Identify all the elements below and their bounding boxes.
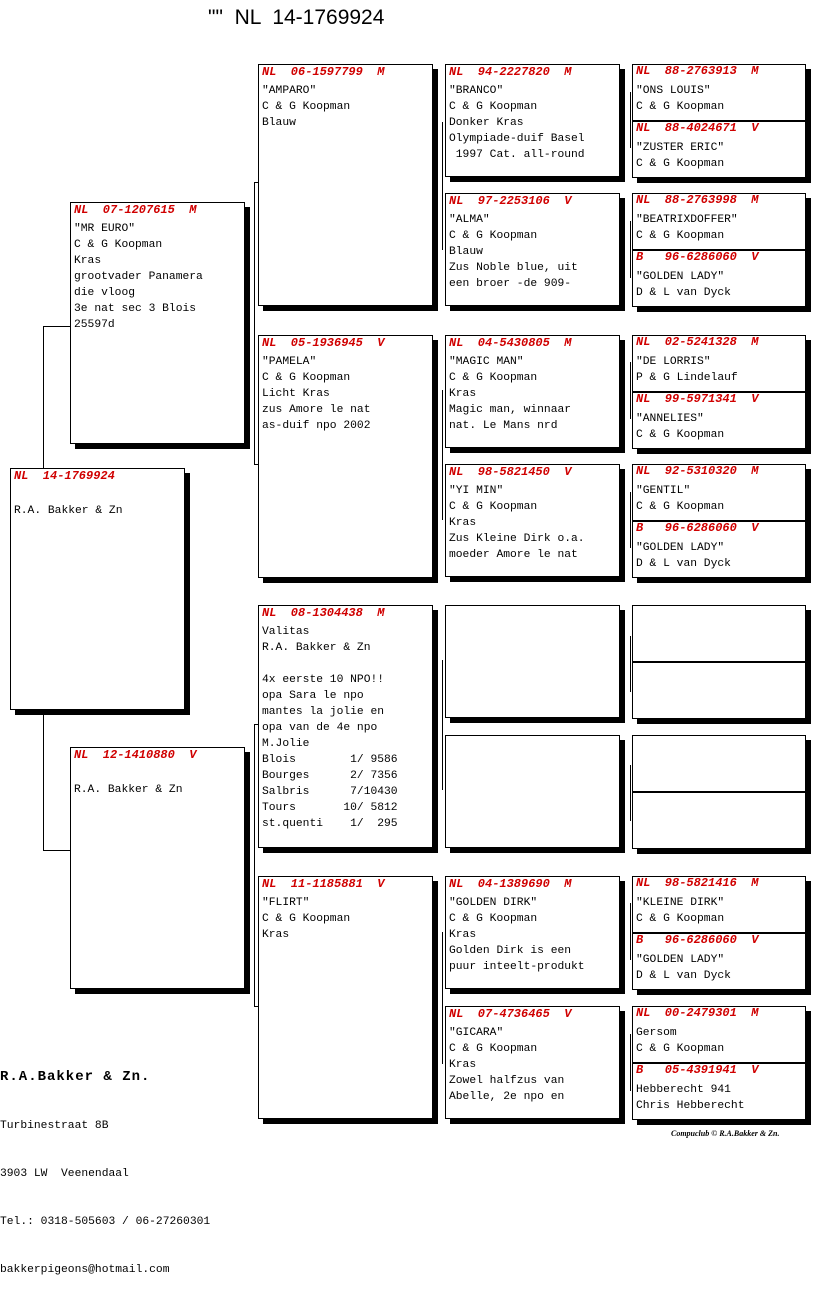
ring-number: NL 99-5971341 V xyxy=(636,392,759,406)
ancestor-card-small xyxy=(632,250,806,307)
ring-number: NL 12-1410880 V xyxy=(74,748,197,762)
connector-line xyxy=(43,326,44,469)
connector-line xyxy=(254,724,255,1006)
granddam-maternal-card xyxy=(258,876,433,1119)
pigeon-details: "GENTIL" C & G Koopman xyxy=(636,485,725,513)
ring-number: NL 11-1185881 V xyxy=(262,877,385,891)
pigeon-details: "AMPARO" C & G Koopman Blauw xyxy=(262,85,351,129)
dam-card xyxy=(70,747,245,989)
connector-line xyxy=(442,390,443,520)
pigeon-details: "GOLDEN LADY" D & L van Dyck xyxy=(636,954,731,982)
pigeon-details: "FLIRT" C & G Koopman Kras xyxy=(262,897,351,941)
connector-line xyxy=(254,182,255,464)
breeder-street: Turbinestraat 8B xyxy=(0,1120,109,1132)
ring-number: NL 97-2253106 V xyxy=(449,194,572,208)
ancestor-card-small xyxy=(632,1006,806,1063)
connector-line xyxy=(442,660,443,790)
ring-number: NL 88-2763913 M xyxy=(636,64,759,78)
pigeon-details: "GOLDEN DIRK" C & G Koopman Kras Golden Dirk is een puur inteelt-produkt xyxy=(449,897,585,973)
pigeon-details: "MR EURO" C & G Koopman Kras grootvader Panamera die vloog 3e nat sec 3 Blois 25597d xyxy=(74,223,203,331)
pigeon-details: "ONS LOUIS" C & G Koopman xyxy=(636,85,725,113)
ring-number: NL 05-1936945 V xyxy=(262,336,385,350)
ancestor-card xyxy=(445,464,620,577)
grandsire-paternal-card xyxy=(258,64,433,306)
pigeon-details: "PAMELA" C & G Koopman Licht Kras zus Amore le nat as-duif npo 2002 xyxy=(262,356,371,432)
ring-number: NL 92-5310320 M xyxy=(636,464,759,478)
connector-line xyxy=(630,362,631,419)
pigeon-details: Hebberecht 941 Chris Hebberecht xyxy=(636,1084,745,1112)
ring-number: NL 08-1304438 M xyxy=(262,606,385,620)
ancestor-card-small xyxy=(632,335,806,392)
pigeon-details: "ANNELIES" C & G Koopman xyxy=(636,413,725,441)
granddam-paternal-card xyxy=(258,335,433,578)
pigeon-details: Gersom C & G Koopman xyxy=(636,1027,725,1055)
pigeon-details: "DE LORRIS" P & G Lindelauf xyxy=(636,356,738,384)
ancestor-card xyxy=(445,1006,620,1119)
pigeon-details: "YI MIN" C & G Koopman Kras Zus Kleine Dirk o.a. moeder Amore le nat xyxy=(449,485,585,561)
breeder-contact xyxy=(0,1036,210,1294)
connector-line xyxy=(630,92,631,148)
ancestor-card xyxy=(445,876,620,989)
connector-line xyxy=(43,850,70,851)
pigeon-details: "BEATRIXDOFFER" C & G Koopman xyxy=(636,214,738,242)
ring-number: NL 04-1389690 M xyxy=(449,877,572,891)
connector-line xyxy=(43,715,44,850)
connector-line xyxy=(442,122,443,250)
ancestor-card xyxy=(445,193,620,306)
ring-number: B 96-6286060 V xyxy=(636,250,759,264)
software-credit: Compuclub © R.A.Bakker & Zn. xyxy=(671,1129,780,1138)
ancestor-card xyxy=(445,605,620,718)
ancestor-card-small xyxy=(632,933,806,990)
pigeon-details: R.A. Bakker & Zn xyxy=(14,505,123,517)
connector-line xyxy=(43,326,70,327)
breeder-name: R.A.Bakker & Zn. xyxy=(0,1069,151,1085)
connector-line xyxy=(630,765,631,821)
pigeon-details: "GOLDEN LADY" D & L van Dyck xyxy=(636,542,731,570)
connector-line xyxy=(630,636,631,692)
subject-card xyxy=(10,468,185,710)
ancestor-card xyxy=(445,64,620,177)
breeder-phone: Tel.: 0318-505603 / 06-27260301 xyxy=(0,1216,211,1228)
ring-number: NL 94-2227820 M xyxy=(449,65,572,79)
ancestor-card-small xyxy=(632,464,806,521)
ancestor-card-small xyxy=(632,64,806,121)
ring-number: NL 06-1597799 M xyxy=(262,65,385,79)
ancestor-card-small xyxy=(632,605,806,662)
connector-line xyxy=(630,1034,631,1091)
connector-line xyxy=(630,221,631,278)
breeder-city: 3903 LW Veenendaal xyxy=(0,1168,129,1180)
pigeon-details: "MAGIC MAN" C & G Koopman Kras Magic man, winnaar nat. Le Mans nrd xyxy=(449,356,572,432)
ancestor-card-small xyxy=(632,792,806,849)
ancestor-card xyxy=(445,335,620,448)
pigeon-details: Valitas R.A. Bakker & Zn 4x eerste 10 NPO!! opa Sara le npo mantes la jolie en opa van de 4e npo M.Jolie Blois 1/ 9586 Bourges 2/ 7356 Salbris 7/10430 Tours 10/ 5812 st.quenti 1/ 295 xyxy=(262,626,398,830)
connector-line xyxy=(630,903,631,960)
ring-number: NL 04-5430805 M xyxy=(449,336,572,350)
ring-number: B 96-6286060 V xyxy=(636,933,759,947)
ring-number: NL 98-5821416 M xyxy=(636,876,759,890)
ring-number: NL 88-2763998 M xyxy=(636,193,759,207)
ring-number: NL 14-1769924 xyxy=(14,469,115,483)
sire-card xyxy=(70,202,245,444)
pigeon-details: "BRANCO" C & G Koopman Donker Kras Olympiade-duif Basel 1997 Cat. all-round xyxy=(449,85,585,161)
ancestor-card-small xyxy=(632,1063,806,1120)
ring-number: NL 98-5821450 V xyxy=(449,465,572,479)
ring-number: B 96-6286060 V xyxy=(636,521,759,535)
pigeon-details: "KLEINE DIRK" C & G Koopman xyxy=(636,897,725,925)
breeder-email: bakkerpigeons@hotmail.com xyxy=(0,1264,170,1276)
ring-number: NL 02-5241328 M xyxy=(636,335,759,349)
ancestor-card-small xyxy=(632,392,806,449)
ring-number: NL 07-1207615 M xyxy=(74,203,197,217)
ancestor-card-small xyxy=(632,121,806,178)
ancestor-card-small xyxy=(632,735,806,792)
ring-number: NL 88-4024671 V xyxy=(636,121,759,135)
pigeon-details: "ALMA" C & G Koopman Blauw Zus Noble blue, uit een broer -de 909- xyxy=(449,214,578,290)
pigeon-details: "ZUSTER ERIC" C & G Koopman xyxy=(636,142,725,170)
ancestor-card-small xyxy=(632,876,806,933)
ancestor-card-small xyxy=(632,662,806,719)
ancestor-card-small xyxy=(632,193,806,250)
pigeon-details: R.A. Bakker & Zn xyxy=(74,784,183,796)
ring-number: B 05-4391941 V xyxy=(636,1063,759,1077)
ancestor-card-small xyxy=(632,521,806,578)
ring-number: NL 00-2479301 M xyxy=(636,1006,759,1020)
ancestor-card xyxy=(445,735,620,848)
pigeon-details: "GOLDEN LADY" D & L van Dyck xyxy=(636,271,731,299)
connector-line xyxy=(630,492,631,548)
connector-line xyxy=(442,932,443,1064)
pedigree-title: "" NL 14-1769924 xyxy=(208,6,385,29)
ring-number: NL 07-4736465 V xyxy=(449,1007,572,1021)
grandsire-maternal-card xyxy=(258,605,433,848)
pigeon-details: "GICARA" C & G Koopman Kras Zowel halfzus van Abelle, 2e npo en xyxy=(449,1027,565,1103)
